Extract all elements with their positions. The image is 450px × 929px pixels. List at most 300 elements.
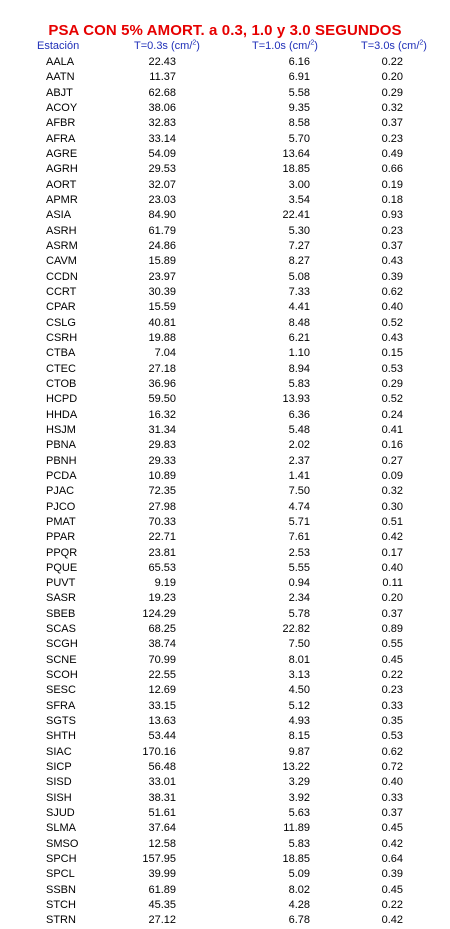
value-t10: 7.61	[288, 531, 310, 544]
station-code: PUVT	[46, 577, 76, 590]
table-row	[0, 821, 450, 836]
table-row	[0, 745, 450, 760]
value-t03: 32.07	[148, 178, 176, 191]
station-code: PCDA	[46, 469, 77, 482]
station-code: SSBN	[46, 883, 76, 896]
table-row	[0, 86, 450, 101]
table-row	[0, 454, 450, 469]
value-t10: 7.33	[288, 285, 310, 298]
station-code: SGTS	[46, 715, 76, 728]
station-code: SPCL	[46, 868, 75, 881]
value-t03: 53.44	[148, 730, 176, 743]
table-row	[0, 867, 450, 882]
value-t03: 40.81	[148, 316, 176, 329]
table-row	[0, 500, 450, 515]
value-t10: 5.70	[288, 132, 310, 145]
value-t30: 0.09	[381, 469, 403, 482]
value-t30: 0.20	[381, 71, 403, 84]
header-t10-close: )	[314, 40, 318, 52]
station-code: SISD	[46, 776, 72, 789]
table-row	[0, 561, 450, 576]
value-t03: 13.63	[148, 715, 176, 728]
station-code: PQUE	[46, 561, 78, 574]
table-row	[0, 392, 450, 407]
value-t03: 22.43	[148, 56, 176, 68]
station-code: PPAR	[46, 531, 76, 544]
value-t03: 170.16	[142, 745, 176, 758]
station-code: ASIA	[46, 209, 72, 222]
value-t10: 5.83	[288, 837, 310, 850]
value-t10: 6.91	[288, 71, 310, 84]
value-t03: 38.06	[148, 101, 176, 114]
value-t03: 12.69	[148, 684, 176, 697]
value-t30: 0.37	[381, 607, 403, 620]
value-t03: 56.48	[148, 761, 176, 774]
value-t30: 0.27	[381, 454, 403, 467]
value-t30: 0.39	[381, 868, 403, 881]
value-t30: 0.22	[381, 899, 403, 912]
value-t30: 0.89	[381, 623, 403, 636]
station-code: AATN	[46, 71, 75, 84]
station-code: SLMA	[46, 822, 76, 835]
value-t30: 0.49	[381, 147, 403, 160]
value-t10: 22.41	[282, 209, 310, 222]
header-station-label: Estación	[37, 40, 80, 52]
header-t10-exponent: 2	[310, 39, 315, 47]
table-row	[0, 116, 450, 131]
value-t30: 0.37	[381, 117, 403, 130]
table-row	[0, 852, 450, 867]
value-t10: 3.54	[288, 193, 310, 206]
value-t03: 24.86	[148, 239, 176, 252]
value-t03: 68.25	[148, 623, 176, 636]
value-t03: 11.37	[149, 71, 176, 84]
value-t03: 31.34	[148, 423, 176, 436]
table-row	[0, 576, 450, 591]
table-row	[0, 484, 450, 499]
value-t03: 59.50	[148, 393, 176, 406]
table-row	[0, 285, 450, 300]
value-t30: 0.23	[381, 132, 403, 145]
value-t30: 0.19	[381, 178, 403, 191]
value-t10: 4.41	[288, 301, 310, 314]
value-t03: 12.58	[148, 837, 176, 850]
value-t30: 0.42	[381, 914, 403, 927]
table-row	[0, 331, 450, 346]
value-t30: 0.53	[381, 730, 403, 743]
value-t03: 45.35	[148, 899, 176, 912]
table-row	[0, 607, 450, 622]
value-t30: 0.24	[381, 408, 403, 421]
value-t03: 51.61	[148, 807, 176, 820]
value-t03: 124.29	[142, 607, 176, 620]
station-code: SISH	[46, 791, 72, 804]
value-t10: 5.09	[288, 868, 310, 881]
value-t03: 70.99	[148, 653, 176, 666]
table-row	[0, 147, 450, 162]
table-row	[0, 132, 450, 147]
value-t10: 4.93	[288, 715, 310, 728]
table-row	[0, 637, 450, 652]
value-t30: 0.93	[381, 209, 403, 222]
value-t10: 18.85	[282, 163, 310, 176]
table-row	[0, 883, 450, 898]
value-t30: 0.42	[381, 837, 403, 850]
value-t30: 0.35	[381, 715, 403, 728]
value-t10: 1.41	[288, 469, 310, 482]
value-t30: 0.53	[381, 362, 403, 375]
value-t03: 27.98	[148, 500, 176, 513]
table-row	[0, 239, 450, 254]
table-row	[0, 591, 450, 606]
value-t10: 8.58	[288, 117, 310, 130]
value-t30: 0.43	[381, 331, 403, 344]
table-row	[0, 806, 450, 821]
header-t30-close: )	[423, 40, 427, 52]
value-t30: 0.23	[381, 224, 403, 237]
value-t10: 5.08	[288, 270, 310, 283]
table-row	[0, 668, 450, 683]
value-t10: 7.50	[288, 485, 310, 498]
header-t03-close: )	[196, 40, 200, 52]
value-t03: 38.74	[148, 638, 176, 651]
value-t30: 0.29	[381, 86, 403, 99]
value-t03: 39.99	[148, 868, 176, 881]
value-t30: 0.45	[381, 822, 403, 835]
header-t30	[361, 40, 427, 52]
value-t10: 5.58	[288, 86, 310, 99]
value-t10: 5.71	[288, 515, 310, 528]
station-code: PPQR	[46, 546, 78, 559]
station-code: SCOH	[46, 669, 78, 682]
station-code: PJCO	[46, 500, 76, 513]
table-row	[0, 55, 450, 70]
table-row	[0, 208, 450, 223]
value-t10: 8.01	[288, 653, 310, 666]
value-t10: 8.15	[288, 730, 310, 743]
value-t30: 0.45	[381, 883, 403, 896]
value-t10: 8.94	[288, 362, 310, 375]
station-code: SCAS	[46, 623, 76, 636]
value-t10: 4.50	[288, 684, 310, 697]
header-station	[37, 40, 79, 52]
value-t10: 2.34	[288, 592, 310, 605]
value-t10: 8.27	[288, 255, 310, 268]
value-t30: 0.22	[381, 669, 403, 682]
table-row	[0, 515, 450, 530]
value-t03: 10.89	[148, 469, 176, 482]
value-t30: 0.64	[381, 853, 403, 866]
station-code: ASRM	[46, 239, 78, 252]
value-t30: 0.20	[381, 592, 403, 605]
value-t30: 0.32	[381, 485, 403, 498]
station-code: SBEB	[46, 607, 76, 620]
header-t10-label: T=1.0s (cm/	[252, 40, 311, 52]
value-t30: 0.42	[381, 531, 403, 544]
station-code: SHTH	[46, 730, 76, 743]
station-code: PBNH	[46, 454, 77, 467]
station-code: SCGH	[46, 638, 78, 651]
station-code: HSJM	[46, 423, 76, 436]
station-code: CCDN	[46, 270, 78, 283]
table-row	[0, 193, 450, 208]
value-t10: 5.55	[288, 561, 310, 574]
station-code: PJAC	[46, 485, 75, 498]
value-t30: 0.41	[381, 423, 403, 436]
value-t30: 0.51	[381, 515, 403, 528]
table-row	[0, 224, 450, 239]
value-t30: 0.16	[381, 439, 403, 452]
table-row	[0, 913, 450, 928]
station-code: SFRA	[46, 699, 76, 712]
table-row	[0, 791, 450, 806]
value-t10: 2.53	[288, 546, 310, 559]
value-t10: 13.93	[282, 393, 310, 406]
value-t30: 0.22	[381, 56, 403, 68]
table-row	[0, 683, 450, 698]
table-row	[0, 362, 450, 377]
value-t03: 36.96	[148, 377, 176, 390]
value-t03: 23.81	[148, 546, 176, 559]
value-t10: 5.78	[288, 607, 310, 620]
table-row	[0, 622, 450, 637]
value-t03: 61.89	[148, 883, 176, 896]
value-t30: 0.43	[381, 255, 403, 268]
value-t03: 32.83	[148, 117, 176, 130]
station-code: SIAC	[46, 745, 72, 758]
station-code: SICP	[46, 761, 72, 774]
value-t10: 5.63	[288, 807, 310, 820]
value-t03: 29.33	[148, 454, 176, 467]
station-code: HHDA	[46, 408, 78, 421]
value-t30: 0.52	[381, 316, 403, 329]
station-code: CCRT	[46, 285, 77, 298]
station-code: CTBA	[46, 347, 76, 360]
value-t03: 27.18	[148, 362, 176, 375]
value-t30: 0.45	[381, 653, 403, 666]
value-t10: 7.50	[288, 638, 310, 651]
value-t30: 0.17	[381, 546, 403, 559]
value-t30: 0.66	[381, 163, 403, 176]
value-t10: 0.94	[288, 577, 310, 590]
header-t03-exponent: 2	[192, 39, 197, 47]
station-code: ABJT	[46, 86, 73, 99]
table-row	[0, 438, 450, 453]
value-t03: 30.39	[148, 285, 176, 298]
value-t30: 0.55	[381, 638, 403, 651]
table-row	[0, 408, 450, 423]
value-t30: 0.40	[381, 301, 403, 314]
station-code: CTEC	[46, 362, 76, 375]
station-code: HCPD	[46, 393, 78, 406]
table-row	[0, 546, 450, 561]
table-row	[0, 316, 450, 331]
value-t30: 0.37	[381, 807, 403, 820]
value-t10: 2.02	[288, 439, 310, 452]
value-t30: 0.39	[381, 270, 403, 283]
value-t10: 9.35	[288, 101, 310, 114]
header-t03-label: T=0.3s (cm/	[134, 40, 193, 52]
header-t30-exponent: 2	[419, 39, 424, 47]
station-code: PBNA	[46, 439, 76, 452]
station-code: CSRH	[46, 331, 78, 344]
value-t03: 72.35	[148, 485, 176, 498]
table-row	[0, 469, 450, 484]
value-t10: 13.22	[282, 761, 310, 774]
table-row	[0, 530, 450, 545]
value-t30: 0.29	[381, 377, 403, 390]
value-t10: 1.10	[288, 347, 310, 360]
table-row	[0, 760, 450, 775]
station-code: CAVM	[46, 255, 77, 268]
value-t10: 3.13	[288, 669, 310, 682]
station-code: CTOB	[46, 377, 77, 390]
station-code: SMSO	[46, 837, 79, 850]
value-t30: 0.18	[381, 193, 403, 206]
value-t10: 9.87	[288, 745, 310, 758]
value-t30: 0.62	[381, 285, 403, 298]
value-t10: 3.00	[288, 178, 310, 191]
value-t03: 157.95	[142, 853, 176, 866]
table-row	[0, 162, 450, 177]
table-row	[0, 423, 450, 438]
station-code: CSLG	[46, 316, 76, 329]
value-t10: 13.64	[282, 147, 310, 160]
value-t03: 84.90	[148, 209, 176, 222]
station-code: AORT	[46, 178, 77, 191]
value-t10: 5.30	[288, 224, 310, 237]
table-row	[0, 714, 450, 729]
station-code: SJUD	[46, 807, 75, 820]
value-t03: 61.79	[148, 224, 176, 237]
station-code: CPAR	[46, 301, 76, 314]
value-t30: 0.72	[381, 761, 403, 774]
value-t30: 0.40	[381, 776, 403, 789]
value-t10: 5.83	[288, 377, 310, 390]
value-t30: 0.11	[382, 577, 403, 590]
table-row	[0, 346, 450, 361]
header-t03	[134, 40, 200, 52]
station-code: SCNE	[46, 653, 77, 666]
value-t03: 37.64	[148, 822, 176, 835]
value-t10: 8.48	[288, 316, 310, 329]
value-t03: 54.09	[148, 147, 176, 160]
station-code: AFBR	[46, 117, 76, 130]
header-t30-label: T=3.0s (cm/	[361, 40, 420, 52]
table-row	[0, 729, 450, 744]
value-t03: 33.01	[148, 776, 176, 789]
value-t03: 16.32	[148, 408, 176, 421]
value-t03: 23.03	[148, 193, 176, 206]
table-row	[0, 699, 450, 714]
value-t30: 0.32	[381, 101, 403, 114]
value-t03: 62.68	[148, 86, 176, 99]
value-t03: 7.04	[154, 347, 176, 360]
station-code: PMAT	[46, 515, 76, 528]
value-t30: 0.52	[381, 393, 403, 406]
value-t30: 0.37	[381, 239, 403, 252]
value-t03: 19.88	[148, 331, 176, 344]
station-code: ASRH	[46, 224, 77, 237]
table-row	[0, 254, 450, 269]
value-t10: 6.16	[288, 56, 310, 68]
station-code: STRN	[46, 914, 76, 927]
station-code: SASR	[46, 592, 76, 605]
value-t10: 5.48	[288, 423, 310, 436]
value-t03: 15.59	[148, 301, 176, 314]
value-t03: 29.83	[148, 439, 176, 452]
value-t03: 9.19	[154, 577, 176, 590]
station-code: AGRE	[46, 147, 78, 160]
value-t10: 7.27	[288, 239, 310, 252]
value-t30: 0.15	[381, 347, 403, 360]
table-row	[0, 837, 450, 852]
station-code: STCH	[46, 899, 76, 912]
value-t30: 0.62	[381, 745, 403, 758]
value-t10: 5.12	[288, 699, 310, 712]
table-row	[0, 300, 450, 315]
value-t10: 11.89	[283, 822, 310, 835]
value-t10: 3.92	[288, 791, 310, 804]
value-t03: 22.55	[148, 669, 176, 682]
value-t30: 0.33	[381, 791, 403, 804]
value-t03: 23.97	[148, 270, 176, 283]
station-code: SESC	[46, 684, 76, 697]
value-t10: 18.85	[282, 853, 310, 866]
value-t03: 70.33	[148, 515, 176, 528]
table-row	[0, 70, 450, 85]
table-row	[0, 178, 450, 193]
table-row	[0, 270, 450, 285]
station-code: SPCH	[46, 853, 77, 866]
value-t10: 6.78	[288, 914, 310, 927]
value-t10: 4.28	[288, 899, 310, 912]
value-t10: 4.74	[288, 500, 310, 513]
value-t03: 65.53	[148, 561, 176, 574]
value-t30: 0.23	[381, 684, 403, 697]
value-t30: 0.40	[381, 561, 403, 574]
value-t03: 27.12	[148, 914, 176, 927]
value-t10: 8.02	[288, 883, 310, 896]
table-row	[0, 101, 450, 116]
station-code: AFRA	[46, 132, 76, 145]
station-code: AALA	[46, 56, 75, 68]
table-row	[0, 775, 450, 790]
value-t10: 3.29	[288, 776, 310, 789]
table-row	[0, 377, 450, 392]
station-code: APMR	[46, 193, 78, 206]
value-t03: 22.71	[148, 531, 176, 544]
value-t03: 19.23	[148, 592, 176, 605]
value-t03: 15.89	[148, 255, 176, 268]
station-code: AGRH	[46, 163, 78, 176]
value-t03: 29.53	[148, 163, 176, 176]
value-t03: 33.15	[148, 699, 176, 712]
value-t30: 0.33	[381, 699, 403, 712]
table-row	[0, 653, 450, 668]
value-t10: 6.21	[288, 331, 310, 344]
header-t10	[252, 40, 318, 52]
value-t10: 22.82	[282, 623, 310, 636]
value-t10: 2.37	[288, 454, 310, 467]
table-row	[0, 898, 450, 913]
value-t30: 0.30	[381, 500, 403, 513]
value-t10: 6.36	[288, 408, 310, 421]
value-t03: 33.14	[148, 132, 176, 145]
data-table	[0, 55, 450, 929]
page-title: PSA CON 5% AMORT. a 0.3, 1.0 y 3.0 SEGUNDOS	[48, 22, 402, 39]
station-code: ACOY	[46, 101, 78, 114]
